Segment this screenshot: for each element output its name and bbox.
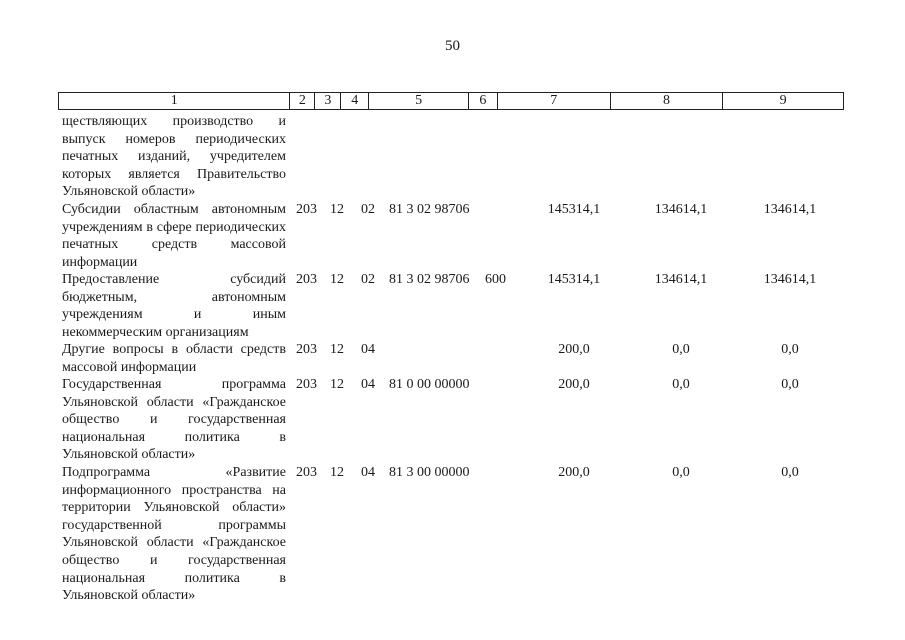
cell-section: 12 bbox=[330, 272, 344, 287]
cell-section: 12 bbox=[330, 202, 344, 217]
header-col-8: 8 bbox=[611, 93, 724, 109]
cell-amount-col7: 200,0 bbox=[558, 377, 590, 392]
page-number: 50 bbox=[445, 38, 460, 54]
cell-amount-col9: 0,0 bbox=[781, 377, 799, 392]
table-row bbox=[0, 464, 905, 604]
cell-grbs: 203 bbox=[296, 342, 317, 357]
cell-amount-col9: 134614,1 bbox=[763, 202, 817, 217]
header-col-3: 3 bbox=[315, 93, 341, 109]
cell-amount-col8: 134614,1 bbox=[654, 272, 708, 287]
cell-target-article: 81 3 02 98706 bbox=[389, 272, 470, 287]
cell-amount-col8: 134614,1 bbox=[654, 202, 708, 217]
table-row bbox=[0, 271, 905, 341]
header-col-6: 6 bbox=[469, 93, 498, 109]
cell-grbs: 203 bbox=[296, 272, 317, 287]
cell-grbs: 203 bbox=[296, 202, 317, 217]
row-description: Государственная программа Ульяновской области «Гражданское общество и государственная национальная политика в Ульяновской области» bbox=[62, 377, 286, 463]
cell-amount-col9: 0,0 bbox=[781, 465, 799, 480]
cell-amount-col8: 0,0 bbox=[672, 465, 690, 480]
table-row bbox=[0, 376, 905, 464]
cell-target-article: 81 0 00 00000 bbox=[389, 377, 470, 392]
table-row bbox=[0, 341, 905, 376]
row-description: Подпрограмма «Развитие информационного пространства на территории Ульяновской области» государственной программы Ульяновской области «Гражданское общество и государственная национальная политика в Ульяновской области» bbox=[62, 465, 286, 604]
cell-subsection: 02 bbox=[361, 202, 375, 217]
cell-amount-col8: 0,0 bbox=[672, 377, 690, 392]
row-description: ществляющих производство и выпуск номеров периодических печатных изданий, учредителем которых является Правительство Ульяновской области» bbox=[62, 114, 286, 200]
cell-subsection: 04 bbox=[361, 377, 375, 392]
cell-grbs: 203 bbox=[296, 377, 317, 392]
row-description: Другие вопросы в области средств массовой информации bbox=[62, 342, 286, 375]
cell-section: 12 bbox=[330, 465, 344, 480]
table-row bbox=[0, 201, 905, 271]
cell-target-article: 81 3 02 98706 bbox=[389, 202, 470, 217]
cell-target-article: 81 3 00 00000 bbox=[389, 465, 470, 480]
table-body bbox=[0, 113, 905, 604]
cell-amount-col7: 145314,1 bbox=[547, 272, 601, 287]
cell-amount-col7: 145314,1 bbox=[547, 202, 601, 217]
header-col-1: 1 bbox=[59, 93, 290, 109]
table-row bbox=[0, 113, 905, 201]
cell-section: 12 bbox=[330, 342, 344, 357]
row-description: Предоставление субсидий бюджетным, автономным учреждениям и иным некоммерческим организациям bbox=[62, 272, 286, 340]
header-col-7: 7 bbox=[498, 93, 611, 109]
cell-amount-col9: 0,0 bbox=[781, 342, 799, 357]
cell-amount-col9: 134614,1 bbox=[763, 272, 817, 287]
cell-amount-col7: 200,0 bbox=[558, 465, 590, 480]
header-col-9: 9 bbox=[779, 93, 787, 108]
header-col-2: 2 bbox=[290, 93, 315, 109]
row-description: Субсидии областным автономным учреждениям в сфере периодических печатных средств массовой информации bbox=[62, 202, 286, 270]
cell-amount-col7: 200,0 bbox=[558, 342, 590, 357]
header-col-4: 4 bbox=[341, 93, 369, 109]
cell-grbs: 203 bbox=[296, 465, 317, 480]
header-col-5: 5 bbox=[369, 93, 469, 109]
cell-subsection: 04 bbox=[361, 342, 375, 357]
cell-amount-col8: 0,0 bbox=[672, 342, 690, 357]
cell-subsection: 02 bbox=[361, 272, 375, 287]
table-header-row bbox=[58, 92, 844, 110]
cell-section: 12 bbox=[330, 377, 344, 392]
cell-expense-type: 600 bbox=[485, 272, 506, 287]
cell-subsection: 04 bbox=[361, 465, 375, 480]
